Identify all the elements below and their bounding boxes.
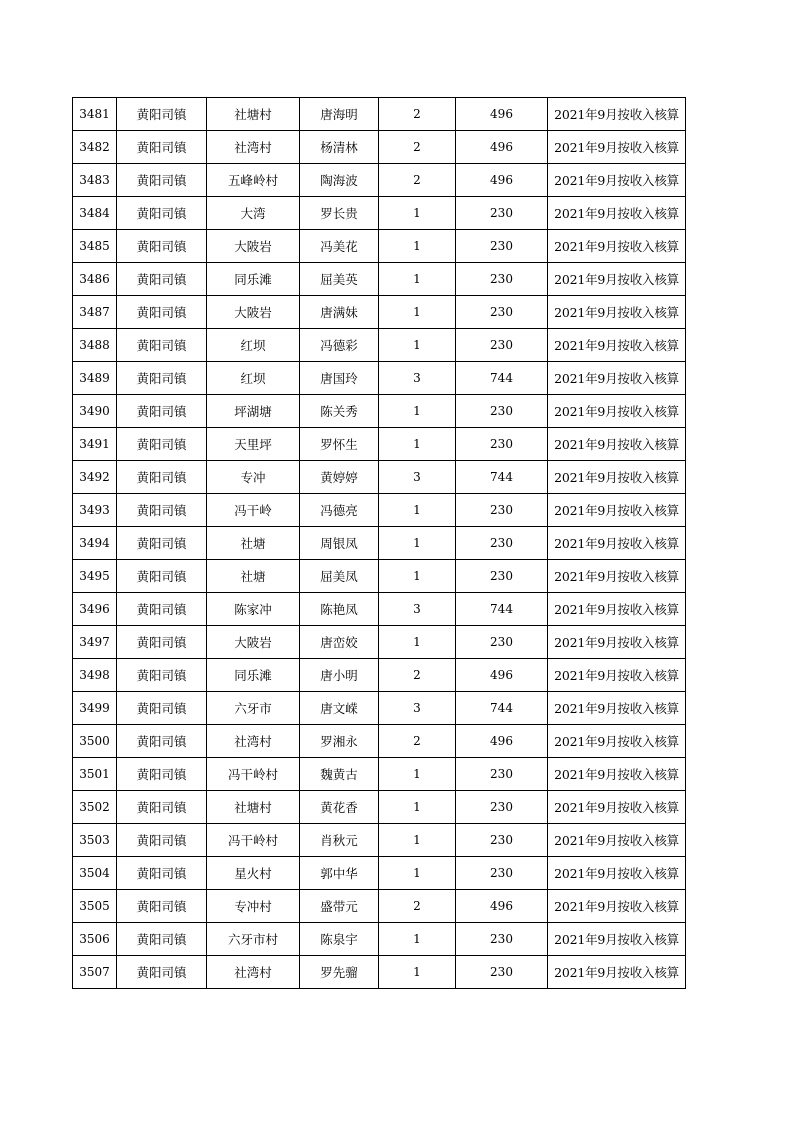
cell-household-size: 1 [379,329,456,362]
cell-township: 黄阳司镇 [117,263,207,296]
cell-serial-number: 3488 [73,329,117,362]
cell-township: 黄阳司镇 [117,494,207,527]
cell-township: 黄阳司镇 [117,791,207,824]
cell-note: 2021年9月按收入核算 [548,296,686,329]
cell-township: 黄阳司镇 [117,131,207,164]
cell-amount: 744 [456,593,548,626]
cell-village: 陈家冲 [207,593,300,626]
cell-amount: 744 [456,692,548,725]
cell-township: 黄阳司镇 [117,659,207,692]
cell-household-size: 1 [379,527,456,560]
cell-village: 社塘 [207,560,300,593]
cell-note: 2021年9月按收入核算 [548,131,686,164]
cell-note: 2021年9月按收入核算 [548,890,686,923]
cell-household-size: 1 [379,263,456,296]
cell-amount: 230 [456,857,548,890]
cell-name: 罗湘永 [300,725,379,758]
cell-name: 陈泉宇 [300,923,379,956]
cell-township: 黄阳司镇 [117,956,207,989]
cell-name: 杨清林 [300,131,379,164]
cell-township: 黄阳司镇 [117,329,207,362]
cell-serial-number: 3494 [73,527,117,560]
table-row [73,197,686,230]
cell-amount: 230 [456,263,548,296]
cell-household-size: 1 [379,758,456,791]
cell-name: 盛带元 [300,890,379,923]
cell-village: 天里坪 [207,428,300,461]
table-row [73,131,686,164]
cell-note: 2021年9月按收入核算 [548,923,686,956]
cell-name: 陶海波 [300,164,379,197]
cell-note: 2021年9月按收入核算 [548,758,686,791]
cell-note: 2021年9月按收入核算 [548,461,686,494]
cell-township: 黄阳司镇 [117,692,207,725]
cell-serial-number: 3484 [73,197,117,230]
cell-township: 黄阳司镇 [117,758,207,791]
cell-household-size: 3 [379,362,456,395]
cell-amount: 230 [456,329,548,362]
table-row [73,362,686,395]
cell-household-size: 3 [379,692,456,725]
cell-household-size: 1 [379,956,456,989]
cell-amount: 230 [456,626,548,659]
cell-village: 冯干岭村 [207,758,300,791]
cell-village: 大陂岩 [207,230,300,263]
table-row [73,329,686,362]
cell-serial-number: 3482 [73,131,117,164]
cell-name: 黄花香 [300,791,379,824]
cell-name: 唐海明 [300,98,379,131]
cell-amount: 496 [456,659,548,692]
cell-serial-number: 3481 [73,98,117,131]
table-row [73,395,686,428]
cell-name: 唐峦姣 [300,626,379,659]
cell-name: 冯德彩 [300,329,379,362]
cell-name: 唐满妹 [300,296,379,329]
cell-household-size: 1 [379,494,456,527]
cell-amount: 230 [456,428,548,461]
cell-serial-number: 3489 [73,362,117,395]
table-row [73,923,686,956]
cell-serial-number: 3487 [73,296,117,329]
table-row [73,626,686,659]
cell-serial-number: 3485 [73,230,117,263]
cell-note: 2021年9月按收入核算 [548,857,686,890]
cell-name: 冯美花 [300,230,379,263]
cell-village: 专冲村 [207,890,300,923]
cell-note: 2021年9月按收入核算 [548,494,686,527]
cell-note: 2021年9月按收入核算 [548,725,686,758]
cell-household-size: 2 [379,659,456,692]
cell-name: 唐文嵘 [300,692,379,725]
cell-township: 黄阳司镇 [117,164,207,197]
table-row [73,428,686,461]
cell-amount: 496 [456,725,548,758]
cell-household-size: 1 [379,626,456,659]
cell-name: 魏黄古 [300,758,379,791]
cell-township: 黄阳司镇 [117,197,207,230]
cell-household-size: 1 [379,197,456,230]
cell-note: 2021年9月按收入核算 [548,362,686,395]
cell-amount: 496 [456,131,548,164]
cell-name: 屈美凤 [300,560,379,593]
cell-serial-number: 3502 [73,791,117,824]
cell-village: 大湾 [207,197,300,230]
cell-township: 黄阳司镇 [117,362,207,395]
cell-household-size: 1 [379,923,456,956]
cell-village: 社塘村 [207,791,300,824]
cell-village: 社湾村 [207,725,300,758]
table-row [73,890,686,923]
cell-serial-number: 3505 [73,890,117,923]
table-row [73,527,686,560]
cell-serial-number: 3506 [73,923,117,956]
cell-name: 唐国玲 [300,362,379,395]
cell-household-size: 1 [379,560,456,593]
cell-serial-number: 3491 [73,428,117,461]
cell-household-size: 1 [379,824,456,857]
cell-household-size: 2 [379,164,456,197]
cell-serial-number: 3486 [73,263,117,296]
table-row [73,824,686,857]
cell-household-size: 2 [379,890,456,923]
cell-village: 社湾村 [207,956,300,989]
cell-township: 黄阳司镇 [117,98,207,131]
cell-serial-number: 3495 [73,560,117,593]
cell-note: 2021年9月按收入核算 [548,527,686,560]
cell-serial-number: 3500 [73,725,117,758]
table-row [73,791,686,824]
cell-village: 星火村 [207,857,300,890]
cell-serial-number: 3498 [73,659,117,692]
cell-name: 周银凤 [300,527,379,560]
table-row [73,725,686,758]
cell-village: 社塘村 [207,98,300,131]
table-row [73,296,686,329]
table-row [73,263,686,296]
cell-amount: 230 [456,296,548,329]
cell-note: 2021年9月按收入核算 [548,593,686,626]
cell-note: 2021年9月按收入核算 [548,692,686,725]
cell-village: 同乐滩 [207,659,300,692]
cell-name: 陈关秀 [300,395,379,428]
table-row [73,494,686,527]
data-table [72,97,686,989]
cell-serial-number: 3493 [73,494,117,527]
cell-township: 黄阳司镇 [117,824,207,857]
table-row [73,692,686,725]
table-row [73,461,686,494]
cell-household-size: 1 [379,791,456,824]
cell-serial-number: 3507 [73,956,117,989]
cell-note: 2021年9月按收入核算 [548,197,686,230]
cell-amount: 230 [456,560,548,593]
cell-village: 专冲 [207,461,300,494]
cell-name: 陈艳凤 [300,593,379,626]
cell-township: 黄阳司镇 [117,593,207,626]
cell-serial-number: 3496 [73,593,117,626]
table-body [73,98,686,989]
cell-note: 2021年9月按收入核算 [548,263,686,296]
cell-name: 罗长贵 [300,197,379,230]
table-row [73,560,686,593]
cell-household-size: 2 [379,725,456,758]
cell-serial-number: 3504 [73,857,117,890]
cell-household-size: 2 [379,131,456,164]
cell-amount: 230 [456,494,548,527]
cell-note: 2021年9月按收入核算 [548,956,686,989]
table-row [73,857,686,890]
cell-name: 唐小明 [300,659,379,692]
cell-township: 黄阳司镇 [117,857,207,890]
cell-village: 大陂岩 [207,296,300,329]
cell-serial-number: 3492 [73,461,117,494]
cell-township: 黄阳司镇 [117,890,207,923]
cell-household-size: 1 [379,296,456,329]
cell-township: 黄阳司镇 [117,296,207,329]
cell-household-size: 1 [379,230,456,263]
cell-village: 社塘 [207,527,300,560]
cell-name: 肖秋元 [300,824,379,857]
cell-village: 红坝 [207,362,300,395]
table-row [73,230,686,263]
table-row [73,758,686,791]
cell-amount: 230 [456,197,548,230]
cell-name: 罗怀生 [300,428,379,461]
cell-village: 红坝 [207,329,300,362]
cell-amount: 230 [456,395,548,428]
cell-household-size: 1 [379,428,456,461]
cell-note: 2021年9月按收入核算 [548,428,686,461]
cell-amount: 230 [456,791,548,824]
cell-township: 黄阳司镇 [117,626,207,659]
table-row [73,956,686,989]
cell-village: 五峰岭村 [207,164,300,197]
table-row [73,164,686,197]
cell-amount: 230 [456,824,548,857]
cell-note: 2021年9月按收入核算 [548,791,686,824]
cell-village: 同乐滩 [207,263,300,296]
cell-note: 2021年9月按收入核算 [548,98,686,131]
cell-serial-number: 3503 [73,824,117,857]
cell-amount: 230 [456,923,548,956]
cell-note: 2021年9月按收入核算 [548,329,686,362]
cell-household-size: 2 [379,98,456,131]
cell-amount: 496 [456,164,548,197]
cell-township: 黄阳司镇 [117,461,207,494]
cell-note: 2021年9月按收入核算 [548,659,686,692]
table-row [73,659,686,692]
cell-amount: 744 [456,362,548,395]
cell-township: 黄阳司镇 [117,395,207,428]
cell-household-size: 1 [379,857,456,890]
cell-household-size: 1 [379,395,456,428]
table-row [73,593,686,626]
cell-name: 黄婷婷 [300,461,379,494]
cell-village: 冯干岭村 [207,824,300,857]
cell-township: 黄阳司镇 [117,428,207,461]
cell-note: 2021年9月按收入核算 [548,164,686,197]
cell-serial-number: 3501 [73,758,117,791]
cell-household-size: 3 [379,461,456,494]
cell-note: 2021年9月按收入核算 [548,824,686,857]
table-row [73,98,686,131]
cell-serial-number: 3483 [73,164,117,197]
cell-household-size: 3 [379,593,456,626]
cell-village: 六牙市 [207,692,300,725]
cell-serial-number: 3499 [73,692,117,725]
cell-amount: 496 [456,890,548,923]
cell-village: 大陂岩 [207,626,300,659]
cell-township: 黄阳司镇 [117,230,207,263]
cell-amount: 230 [456,956,548,989]
cell-amount: 744 [456,461,548,494]
cell-note: 2021年9月按收入核算 [548,395,686,428]
cell-name: 屈美英 [300,263,379,296]
cell-amount: 496 [456,98,548,131]
cell-name: 郭中华 [300,857,379,890]
cell-note: 2021年9月按收入核算 [548,626,686,659]
cell-village: 六牙市村 [207,923,300,956]
cell-note: 2021年9月按收入核算 [548,560,686,593]
cell-township: 黄阳司镇 [117,527,207,560]
cell-amount: 230 [456,758,548,791]
cell-serial-number: 3490 [73,395,117,428]
cell-note: 2021年9月按收入核算 [548,230,686,263]
cell-township: 黄阳司镇 [117,725,207,758]
cell-township: 黄阳司镇 [117,923,207,956]
cell-serial-number: 3497 [73,626,117,659]
cell-township: 黄阳司镇 [117,560,207,593]
cell-name: 罗先骝 [300,956,379,989]
cell-village: 冯干岭 [207,494,300,527]
cell-village: 社湾村 [207,131,300,164]
cell-village: 坪湖塘 [207,395,300,428]
cell-amount: 230 [456,230,548,263]
cell-amount: 230 [456,527,548,560]
cell-name: 冯德亮 [300,494,379,527]
